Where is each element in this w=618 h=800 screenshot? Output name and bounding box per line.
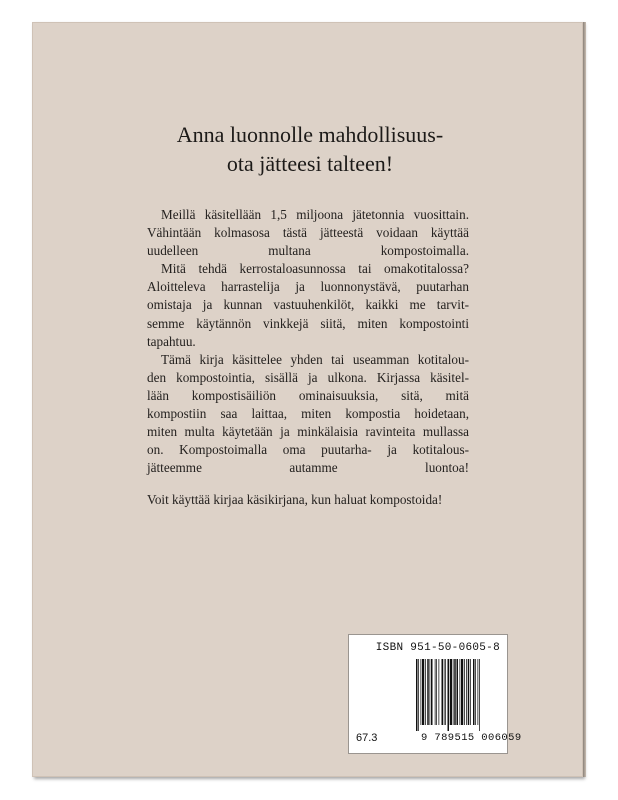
- barcode-bar: [454, 659, 456, 725]
- text-line: Voit käyttää kirjaa käsikirjana, kun haluat kompostoida!: [147, 492, 443, 508]
- text-line: Meillä käsitellään 1,5 miljoona jätetonnia vuosittain.: [161, 207, 469, 222]
- barcode-bar: [418, 659, 419, 731]
- text-line: on. Kompostoimalla oma puutarha- ja kotitalous-: [147, 442, 469, 458]
- barcode-bar: [448, 659, 450, 731]
- price-code: 67.3: [356, 732, 378, 744]
- barcode-bar: [464, 659, 465, 725]
- barcode-bar: [421, 659, 422, 725]
- headline-line-1: Anna luonnolle mahdollisuus-: [176, 122, 444, 147]
- ean-digits: 9 789515 006059: [421, 732, 522, 744]
- text-line: miten multa käytetään ja minkälaisia ravinteita mullassa: [147, 424, 469, 440]
- barcode-bar: [479, 659, 480, 731]
- barcode-bar: [478, 659, 479, 725]
- barcode-bar: [453, 659, 454, 725]
- text-line: Vähintään kolmasosa tästä jätteestä voidaan käyttää: [147, 225, 469, 241]
- headline-line-2: ota jätteesi talteen!: [226, 151, 394, 176]
- isbn-barcode-label: [348, 634, 522, 754]
- paragraph-1: [147, 206, 469, 260]
- text-line: jätteemme autamme luontoa!: [147, 460, 469, 476]
- barcode-bar: [457, 659, 459, 725]
- barcode-bar: [460, 659, 461, 725]
- text-line: uudelleen multana kompostoimalla.: [147, 243, 469, 259]
- barcode-bar: [416, 659, 418, 731]
- barcode-bar: [435, 659, 436, 725]
- text-line: Tämä kirja käsittelee yhden tai useamman kotitalou-: [161, 351, 469, 367]
- barcode-bar: [444, 659, 445, 725]
- barcode-bar: [450, 659, 452, 725]
- text-line: kompostiin saa laittaa, miten kompostia hoidetaan,: [147, 406, 469, 422]
- text-line: lään kompostisäiliön ominaisuuksia, sitä, mitä: [147, 387, 469, 403]
- text-line: Aloitteleva harrastelija ja luonnonystävä, puutarhan: [147, 279, 469, 295]
- barcode-bar: [468, 659, 470, 725]
- paragraph-3: [147, 351, 469, 478]
- headline: [160, 120, 460, 178]
- barcode-bar: [461, 659, 463, 725]
- barcode-bar: [431, 659, 433, 725]
- text-line: omistaja ja kunnan vastuuhenkilöt, kaikki me tarvit-: [147, 297, 469, 313]
- barcode-bar: [430, 659, 431, 725]
- blurb-text: [147, 206, 469, 510]
- barcode-bar: [470, 659, 471, 725]
- barcode-bar: [427, 659, 429, 725]
- paragraph-4: [147, 491, 469, 509]
- barcode-graphic: [415, 659, 501, 731]
- isbn-number: ISBN 951-50-0605-8: [375, 642, 500, 654]
- barcode-bar: [436, 659, 437, 725]
- barcode-bar: [422, 659, 424, 725]
- paragraph-2: [147, 260, 469, 350]
- barcode-bar: [439, 659, 440, 725]
- barcode-bar: [425, 659, 426, 725]
- barcode-bar: [442, 659, 444, 725]
- text-line: Mitä tehdä kerrostaloasunnossa tai omakotitalossa?: [161, 261, 469, 277]
- text-line: tapahtuu.: [147, 333, 196, 349]
- text-line: den kompostointia, sisällä ja ulkona. Kirjassa käsitel-: [147, 369, 469, 385]
- cover-edge-shadow: [583, 22, 586, 777]
- text-line: semme käytännön vinkkejä siitä, miten kompostointi: [147, 315, 469, 331]
- barcode-bar: [473, 659, 475, 725]
- barcode-bar: [466, 659, 467, 725]
- barcode-bar: [475, 659, 476, 725]
- barcode-bar: [445, 659, 446, 725]
